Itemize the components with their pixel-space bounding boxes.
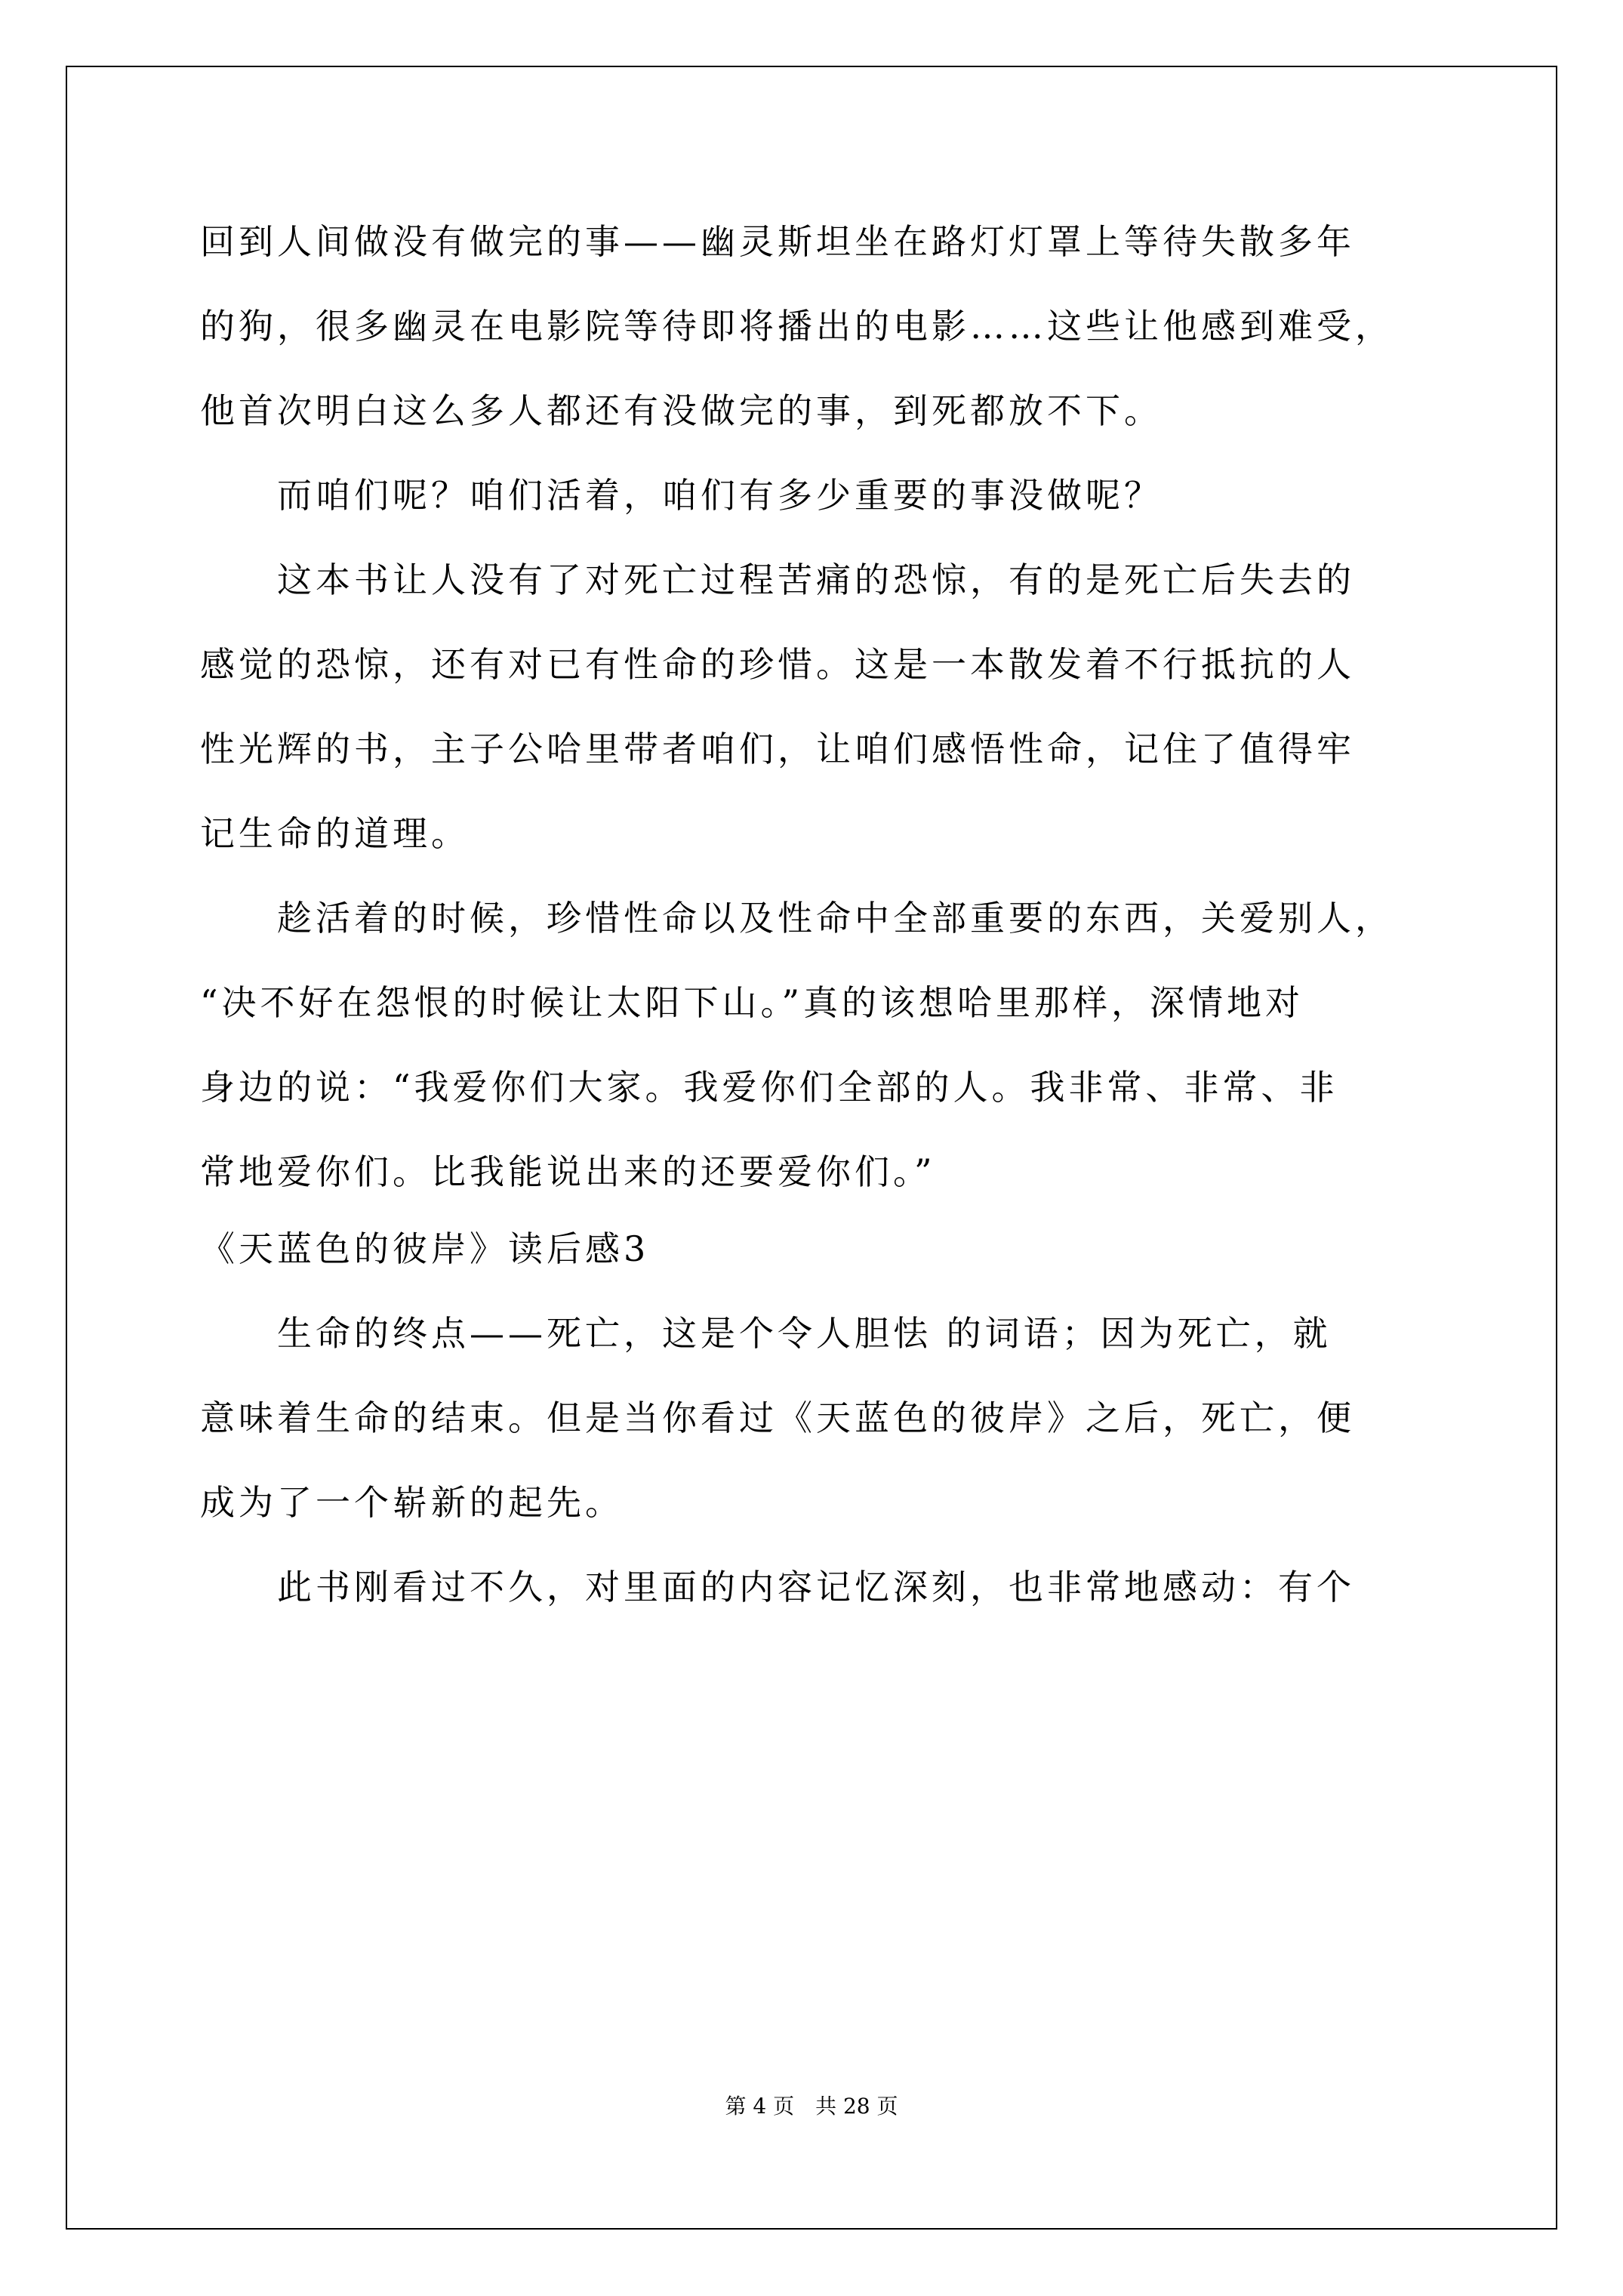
text-line: 成为了一个崭新的起先。 [200,1482,624,1523]
text-line: 而咱们呢？咱们活着，咱们有多少重要的事没做呢？ [200,475,1163,516]
page-number-footer: 第 4 页 共 28 页 [725,2094,898,2119]
text-line: 的狗，很多幽灵在电影院等待即将播出的电影……这些让他感到难受， [200,306,1394,347]
section-heading: 《天蓝色的彼岸》读后感3 [200,1228,650,1269]
text-line: 常地爱你们。比我能说出来的还要爱你们。” [200,1151,936,1192]
text-line: 趁活着的时候，珍惜性命以及性命中全部重要的东西，关爱别人， [200,898,1394,938]
text-line: 此书刚看过不久，对里面的内容记忆深刻，也非常地感动：有个 [200,1567,1355,1607]
text-line: 这本书让人没有了对死亡过程苦痛的恐惊，有的是死亡后失去的 [200,559,1355,600]
text-line: “决不好在怨恨的时候让太阳下山。”真的该想哈里那样，深情地对 [200,982,1304,1023]
text-line: 意味着生命的结束。但是当你看过《天蓝色的彼岸》之后，死亡，便 [200,1398,1355,1438]
text-line: 身边的说：“我爱你们大家。我爱你们全部的人。我非常、非常、非 [200,1067,1338,1108]
text-line: 他首次明白这么多人都还有没做完的事，到死都放不下。 [200,390,1163,431]
text-line: 回到人间做没有做完的事——幽灵斯坦坐在路灯灯罩上等待失散多年 [200,221,1355,262]
text-line: 记生命的道理。 [200,813,470,854]
text-line: 性光辉的书，主子公哈里带者咱们，让咱们感悟性命，记住了值得牢 [200,729,1355,769]
text-line: 生命的终点——死亡，这是个令人胆怯 的词语；因为死亡，就 [200,1313,1332,1354]
text-line: 感觉的恐惊，还有对已有性命的珍惜。这是一本散发着不行抵抗的人 [200,644,1355,685]
